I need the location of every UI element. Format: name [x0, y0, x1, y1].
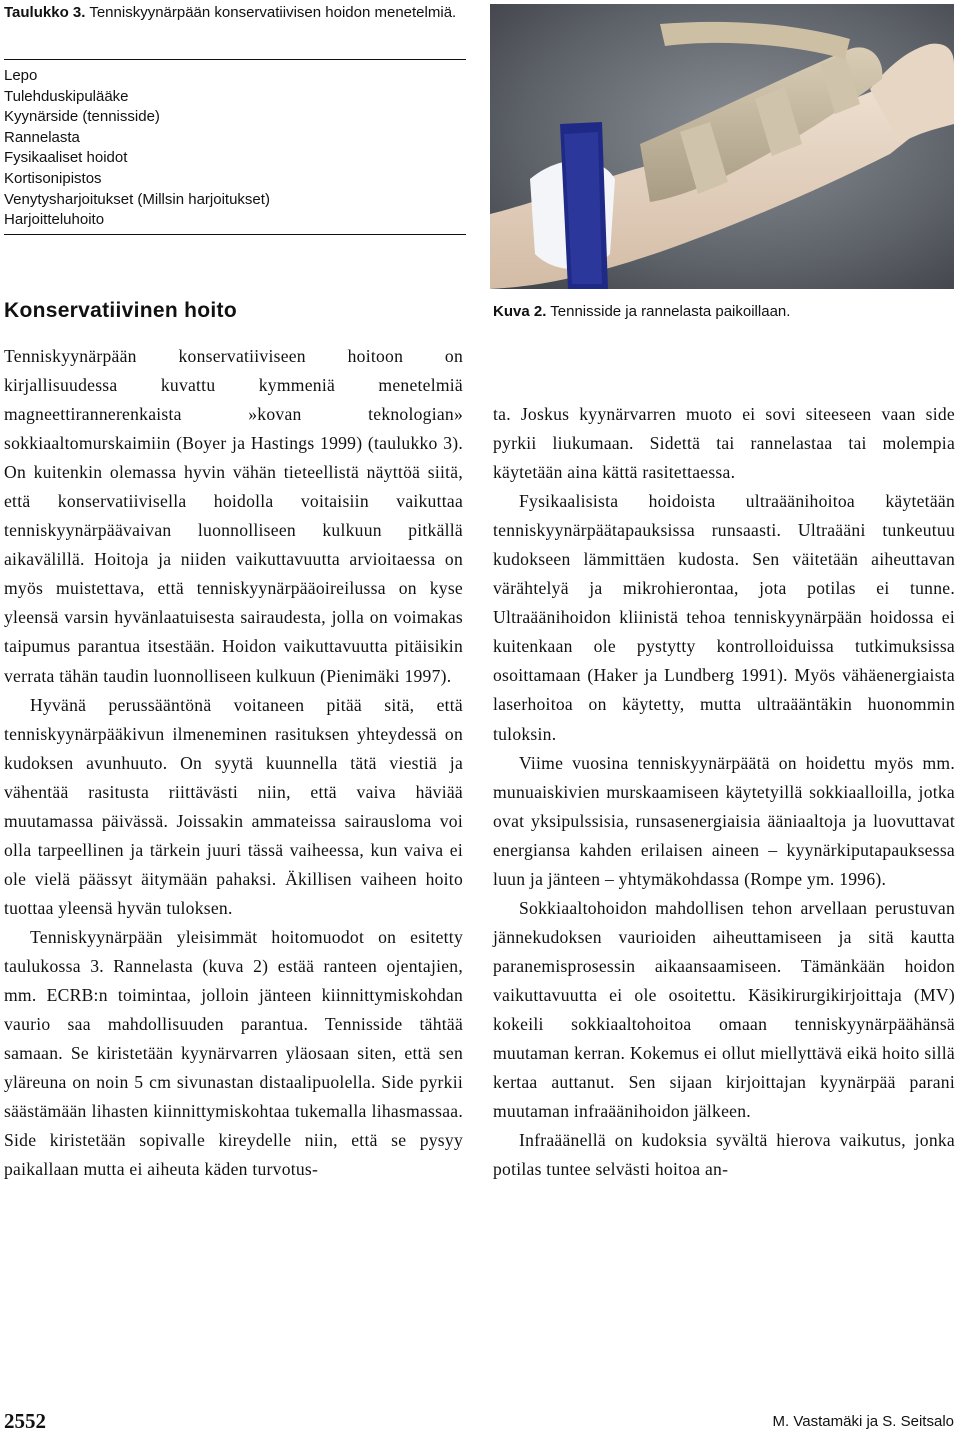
body-paragraph: Tenniskyynärpään yleisimmät hoitomuodot on esitetty taulukossa 3. Rannelasta (kuva 2) estää ranteen ojentajien, mm. ECRB:n toimintaa, jolloin jänteen kiinnittymiskohdan vaurio saa mahdollisuuden parantua. Tennisside tähtää samaan. Se kiristetään kyynärvarren yläosaan siten, että sen yläreuna on noin 5 cm sivunastan distaalipuolella. Side pyrkii säästämään lihasten kiinnittymiskohtaa tukemalla lihasmassaa. Side kiristetään sopivalle kireydelle niin, että se pysyy paikallaan mutta ei aiheuta käden turvotus-: [4, 926, 463, 1180]
body-paragraph: Hyvänä perussääntönä voitaneen pitää sitä, että tenniskyynärpääkivun ilmeneminen rasituksen yhteydessä on kudoksen avunhuuto. On syytä kuunnella tätä viestiä ja vähentää rasitusta riittävästi niin, että vaiva häviää muutamassa päivässä. Joissakin ammateissa sairausloma voi olla tarpeellinen ja tärkein juuri tässä vaiheessa, kun vaiva ei ole vielä päässyt äitymään pahaksi. Äkillisen vaiheen hoito tuottaa yleensä hyvän tuloksen.: [4, 694, 463, 918]
table-list-item: Lepo: [4, 67, 38, 84]
table-list-item: Harjoitteluhoito: [4, 211, 105, 229]
figure-caption-text: Tennisside ja rannelasta paikoillaan.: [550, 303, 791, 320]
table-label: Taulukko 3.: [4, 4, 86, 21]
table-list-item: Kyynärside (tennisside): [4, 108, 160, 126]
table-list-item: Rannelasta: [4, 128, 80, 146]
running-author: M. Vastamäki ja S. Seitsalo: [772, 1413, 954, 1430]
figure-label: Kuva 2.: [493, 303, 547, 320]
left-column: [4, 342, 463, 1184]
table-list-item: Venytysharjoitukset (Millsin harjoitukset): [4, 190, 270, 208]
figure-photo: [490, 4, 954, 289]
table-list-item: Fysikaaliset hoidot: [4, 149, 128, 167]
section-heading: Konservatiivinen hoito: [4, 299, 237, 322]
figure-caption: [493, 302, 790, 322]
page-number: 2552: [4, 1409, 46, 1433]
body-paragraph: Tenniskyynärpään konservatiiviseen hoitoon on kirjallisuudessa kuvattu kymmeniä menetelmiä magneettirannerenkaista »kovan teknologian» sokkiaaltomurskaimiin (Boyer ja Hastings 1999) (taulukko 3). On kuitenkin olemassa hyvin vähän tieteellistä näyttöä siitä, että konservatiivisella hoidolla voitaisiin vaikuttaa tenniskyynärpäävaivan luonnolliseen kulkuun pitkällä aikavälillä. Hoitoja ja niiden vaikuttavuutta arvioitaessa on myös muistettava, että tenniskyynärpääoireilussa on kyse yleensä varsin hyvänlaatuisesta sairaudesta, jolla on voimakas taipumus parantua itsestään. Hoidon vaikuttavuutta pitäisikin verrata tähän taudin luonnolliseen kulkuun (Pienimäki 1997).: [4, 346, 463, 686]
table-list: [4, 66, 270, 231]
table-list-item: Kortisonipistos: [4, 169, 102, 187]
table-bottom-rule: [4, 234, 466, 235]
body-paragraph: ta. Joskus kyynärvarren muoto ei sovi siteeseen vaan side pyrkii liukumaan. Sidettä tai rannelastaa tai molempia käytetään aina kättä rasitettaessa.: [493, 404, 955, 483]
table-caption-text: Tenniskyynärpään konservatiivisen hoidon menetelmiä.: [89, 4, 457, 21]
body-paragraph: Fysikaalisista hoidoista ultraäänihoitoa käytetään tenniskyynärpäätapauksissa runsaasti. Ultraääni tunkeutuu kudokseen lämmittäen kudosta. Sen väitetään aiheuttavan värähtelyä ja mikrohierontaa, jota potilas ei tunne. Ultraäänihoidon kliinistä tehoa tenniskyynärpään hoidossa ei kuitenkaan ole pystytty kontrolloiduissa tutkimuksissa osoittamaan (Haker ja Lundberg 1991). Myös vähäenergiaista laserhoitoa on käytetty, mutta ultraääntäkin huonommin tuloksin.: [493, 491, 955, 744]
table-top-rule: [4, 59, 466, 60]
body-paragraph: Sokkiaaltohoidon mahdollisen tehon arvellaan perustuvan jännekudoksen vaurioiden aiheuttamiseen ja sitä kautta paranemisprosessin aikaansaamiseen. Tämänkään hoidon vaikuttavuutta ei ole osoitettu. Käsikirurgikirjoittaja (MV) kokeili sokkiaaltohoitoa omaan tenniskyynärpäähänsä muutaman kerran. Kokemus ei ollut miellyttävä eikä hoito sillä kertaa auttanut. Sen sijaan kirjoittajan kyynärpää parani muutaman infraäänihoidon jälkeen.: [493, 897, 955, 1122]
right-column: [493, 400, 955, 1184]
body-paragraph: Infraäänellä on kudoksia syvältä hierova vaikutus, jonka potilas tuntee selvästi hoitoa an-: [493, 1130, 955, 1180]
table-caption: [4, 3, 464, 23]
body-paragraph: Viime vuosina tenniskyynärpäätä on hoidettu myös mm. munuaiskivien murskaamiseen käytetyillä sokkiaalloilla, jotka ovat yksipulssisia, runsasenergiaisia ääniaaltoja ja luovuttavat energiansa kahden erilaisen aineen – kyynärkiputapauksessa luun ja jänteen – yhtymäkohdassa (Rompe ym. 1996).: [493, 752, 955, 889]
table-list-item: Tulehduskipulääke: [4, 87, 129, 105]
